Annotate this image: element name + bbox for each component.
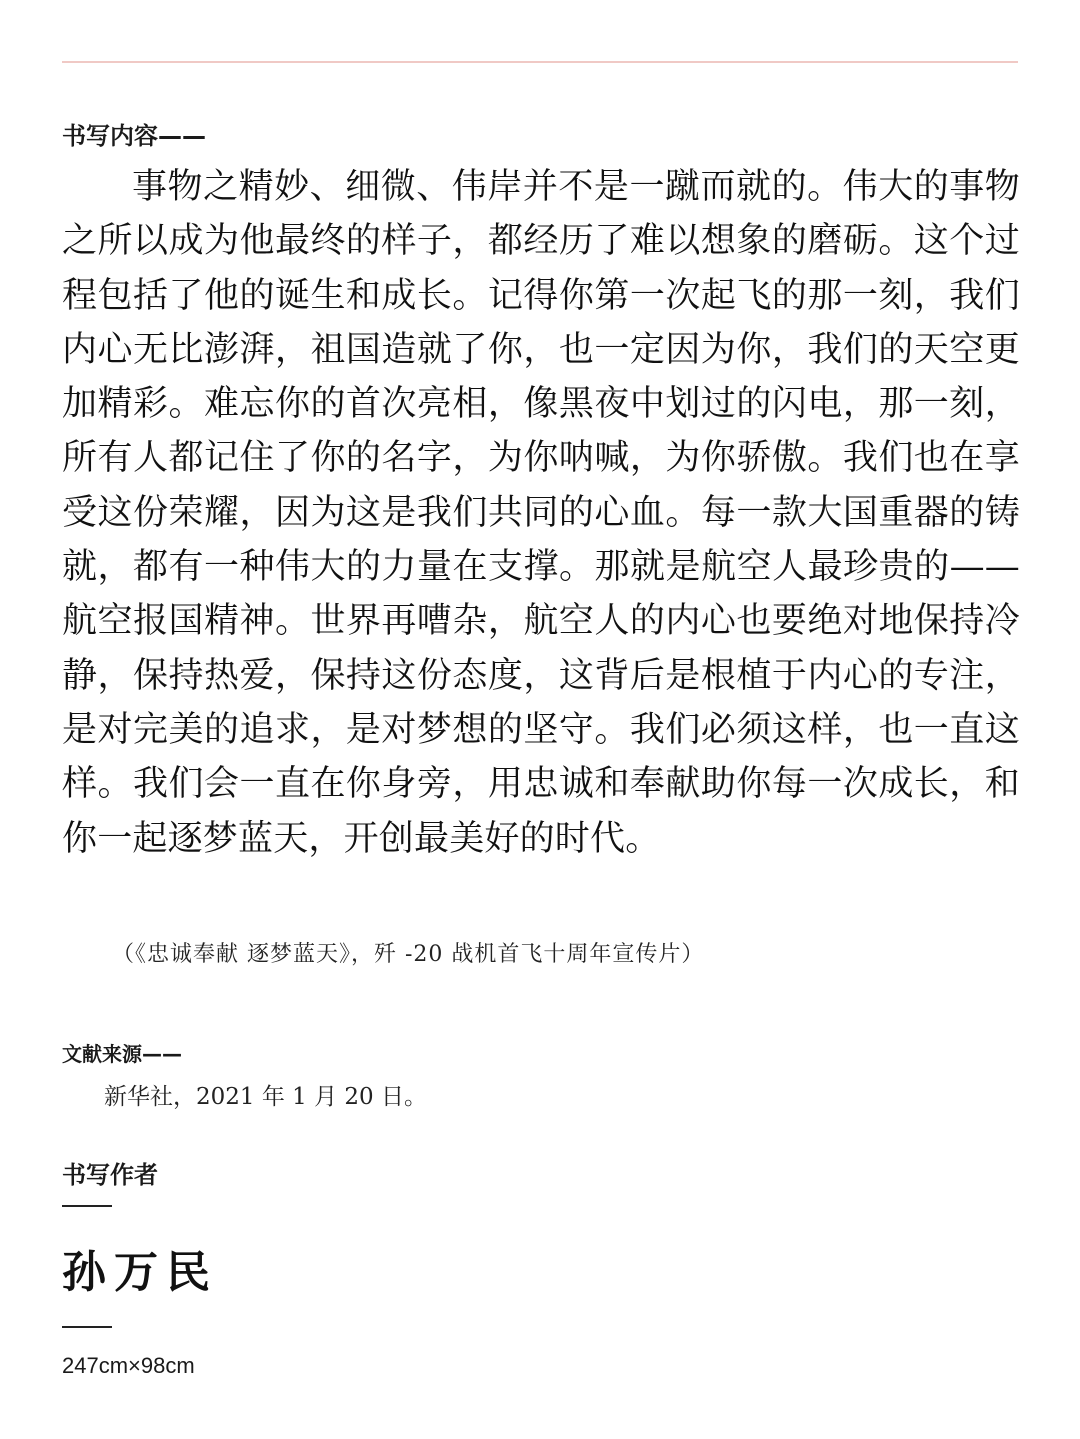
source-text: 新华社，2021 年 1 月 20 日。: [104, 1084, 427, 1110]
author-divider-bottom: [62, 1326, 112, 1328]
top-divider: [62, 61, 1018, 63]
author-name: 孙万民: [62, 1247, 218, 1298]
content-section-label: 书写内容——: [62, 122, 206, 150]
source-section-label: 文献来源——: [62, 1042, 182, 1066]
artwork-dimensions: 247cm×98cm: [62, 1353, 195, 1378]
body-paragraph: 事物之精妙、细微、伟岸并不是一蹴而就的。伟大的事物之所以成为他最终的样子，都经历了难以想象的磨砺。这个过程包括了他的诞生和成长。记得你第一次起飞的那一刻，我们内心无比澎湃，祖国造就了你，也一定因为你，我们的天空更加精彩。难忘你的首次亮相，像黑夜中划过的闪电，那一刻，所有人都记住了你的名字，为你呐喊，为你骄傲。我们也在享受这份荣耀，因为这是我们共同的心血。每一款大国重器的铸就，都有一种伟大的力量在支撑。那就是航空人最珍贵的——航空报国精神。世界再嘈杂，航空人的内心也要绝对地保持冷静，保持热爱，保持这份态度，这背后是根植于内心的专注，是对完美的追求，是对梦想的坚守。我们必须这样，也一直这样。我们会一直在你身旁，用忠诚和奉献助你每一次成长，和你一起逐梦蓝天，开创最美好的时代。: [62, 167, 1020, 859]
author-section-label: 书写作者: [62, 1161, 158, 1189]
author-divider-top: [62, 1205, 112, 1207]
citation: （《忠诚奉献 逐梦蓝天》，歼 -20 战机首飞十周年宣传片）: [112, 942, 705, 967]
